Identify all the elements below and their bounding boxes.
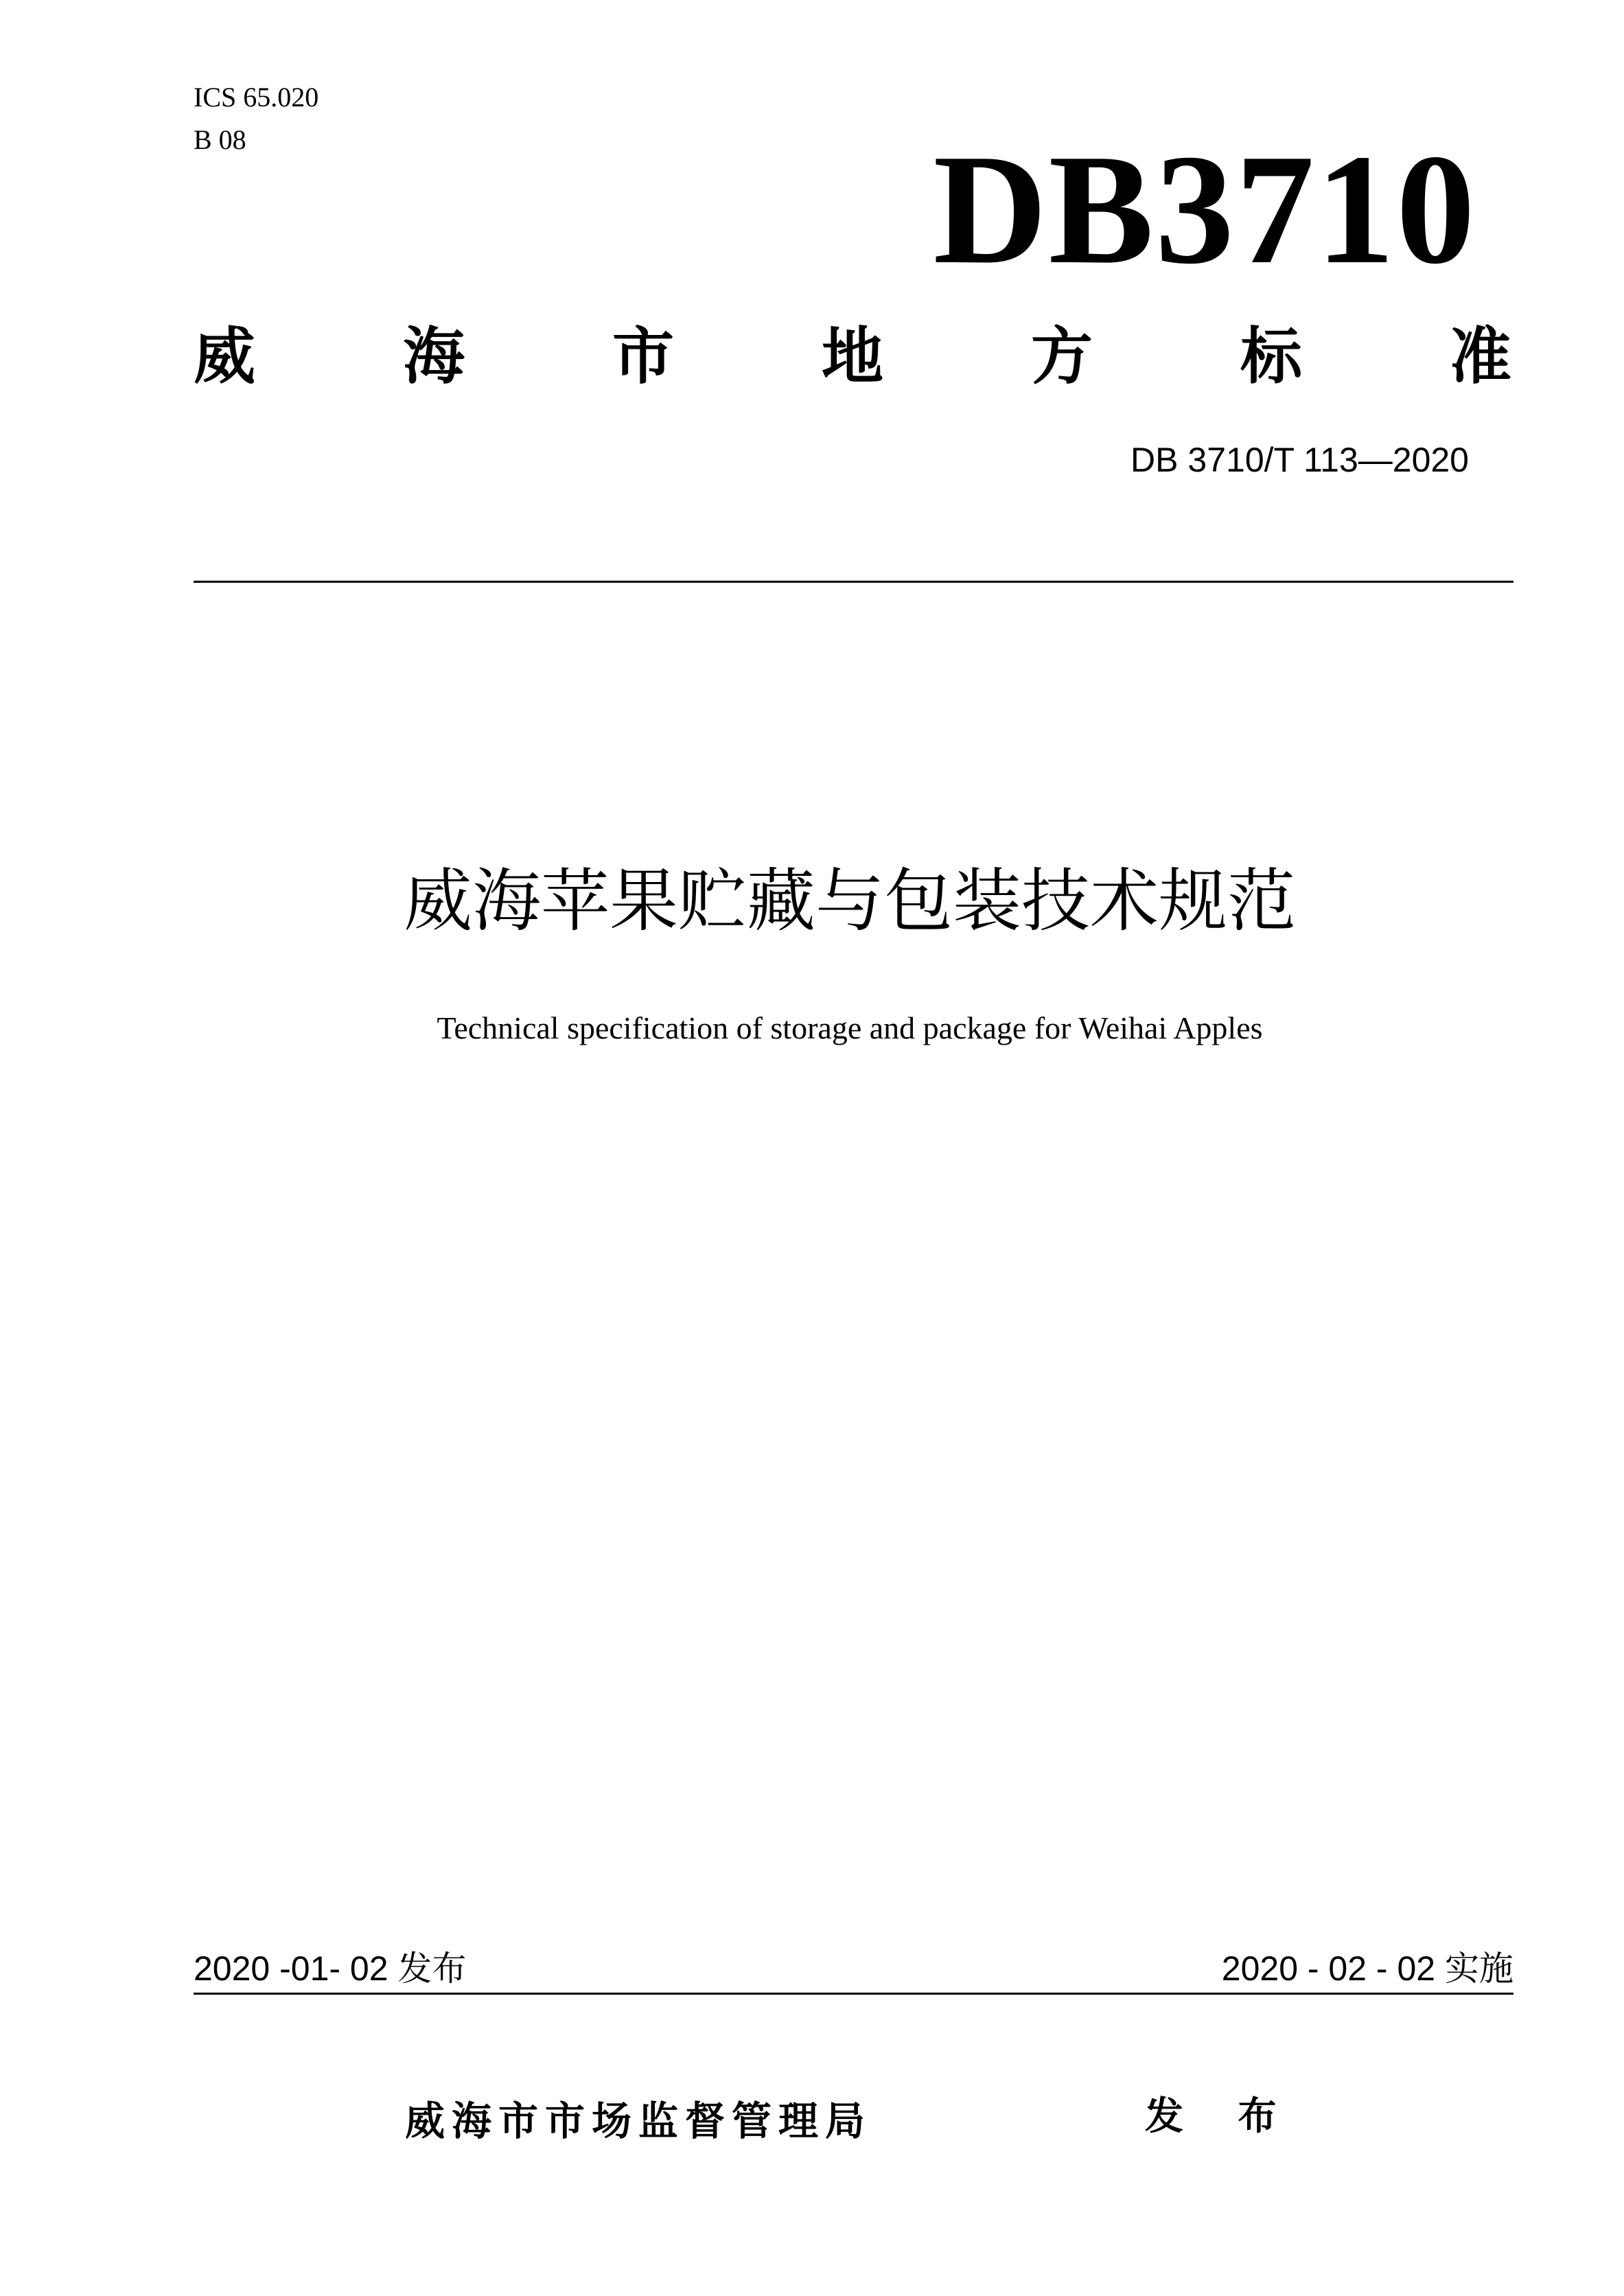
category-char: 海 [403,321,465,393]
document-title-cn: 威海苹果贮藏与包装技术规范 [404,861,1296,941]
category-char: 威 [194,321,255,393]
document-title-en: Technical specification of storage and package for Weihai Apples [437,1010,1263,1045]
standard-category [194,319,1511,395]
publish-date: 2020 -01- 02 发布 [194,1949,467,1988]
bottom-divider [194,1993,1513,1995]
category-char: 市 [612,321,674,393]
category-char: 地 [822,321,883,393]
category-char: 准 [1450,321,1511,393]
category-char: 标 [1240,321,1302,393]
ics-code: ICS 65.020 [194,82,319,113]
ccs-code: B 08 [194,124,246,155]
category-char: 方 [1031,321,1093,393]
issuing-authority: 威海市市场监督管理局 [405,2098,872,2144]
standard-number: DB 3710/T 113—2020 [1130,441,1469,479]
top-divider [194,581,1513,583]
issue-label: 发 布 [1145,2094,1297,2139]
implement-date: 2020 - 02 - 02 实施 [1221,1949,1513,1988]
standard-code-large: DB3710 [933,121,1476,297]
